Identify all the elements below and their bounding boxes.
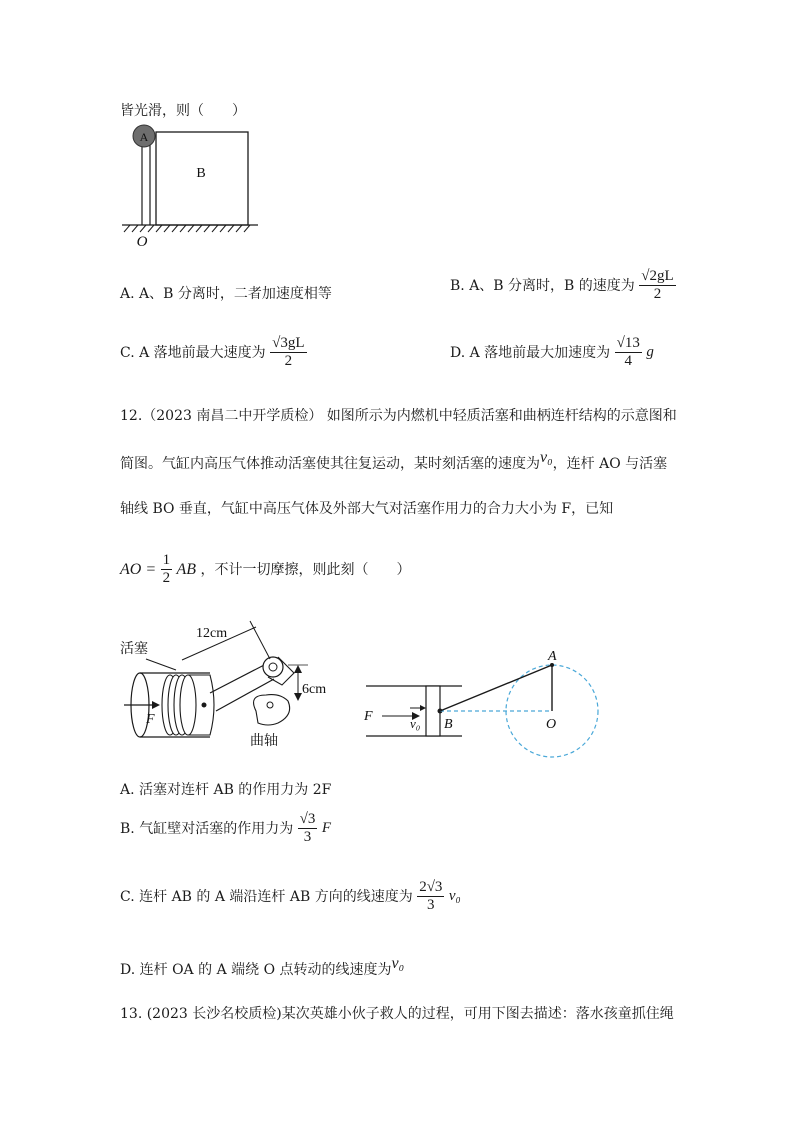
fig3-label-o: O <box>546 717 557 732</box>
q12-line-3: 轴线 BO 垂直，气缸中高压气体及外部大气对活塞作用力的合力大小为 F，已知 <box>120 501 614 517</box>
q11-option-b: B. A、B 分离时，B 的速度为 $\frac{√2gL}{2}$ <box>450 268 674 302</box>
q12-option-a: A. 活塞对连杆 AB 的作用力为 2F <box>120 782 332 798</box>
fig2-label-12cm: 12cm <box>196 626 228 641</box>
fig2-label-crank: 曲轴 <box>250 733 278 749</box>
q12-option-b: B. 气缸壁对活塞的作用力为 $\frac{√3}{3}$ F <box>120 811 332 845</box>
q12-option-c: C. 连杆 AB 的 A 端沿连杆 AB 方向的线速度为 $\frac{2√3}{3}$ v₀ <box>120 879 461 913</box>
q12-line-1: 12.（2023 南昌二中开学质检） 如图所示为内燃机中轻质活塞和曲柄连杆结构的示意图和 <box>120 408 677 424</box>
q11-option-a: A. A、B 分离时，二者加速度相等 <box>120 286 332 302</box>
fig3-label-f: F <box>364 709 373 724</box>
fig1-label-b: B <box>196 166 206 181</box>
fig2-label-piston: 活塞 <box>120 641 148 657</box>
fig3-label-v0: v₀ <box>410 716 421 731</box>
q11-option-d: D. A 落地前最大加速度为 $\frac{√13}{4}$ g <box>450 335 654 369</box>
figure-engine <box>118 615 348 755</box>
q12-option-d: D. 连杆 OA 的 A 端绕 O 点转动的线速度为v₀ <box>120 955 405 978</box>
q12-line-4: AO = $\frac{1}{2}$ AB ，不计一切摩擦，则此刻（ ） <box>120 552 411 586</box>
fig3-label-a: A <box>548 649 557 664</box>
figure-ball-block <box>118 120 278 250</box>
intro-line: 皆光滑，则（ ） <box>120 103 246 119</box>
fig1-label-o: O <box>136 234 148 250</box>
fig3-label-b: B <box>444 717 453 732</box>
q13-line-1: 13. (2023 长沙名校质检)某次英雄小伙子救人的过程，可用下图去描述：落水孩童抓住绳 <box>120 1006 674 1022</box>
q12-line-2: 简图。气缸内高压气体推动活塞使其往复运动，某时刻活塞的速度为v₀，连杆 AO 与活塞 <box>120 449 668 472</box>
fig2-label-f: F <box>146 712 155 727</box>
fig1-label-a: A <box>139 130 149 144</box>
figure-schematic <box>362 640 622 770</box>
q11-option-c: C. A 落地前最大速度为 $\frac{√3gL}{2}$ <box>120 335 305 369</box>
fig2-label-6cm: 6cm <box>302 682 327 697</box>
